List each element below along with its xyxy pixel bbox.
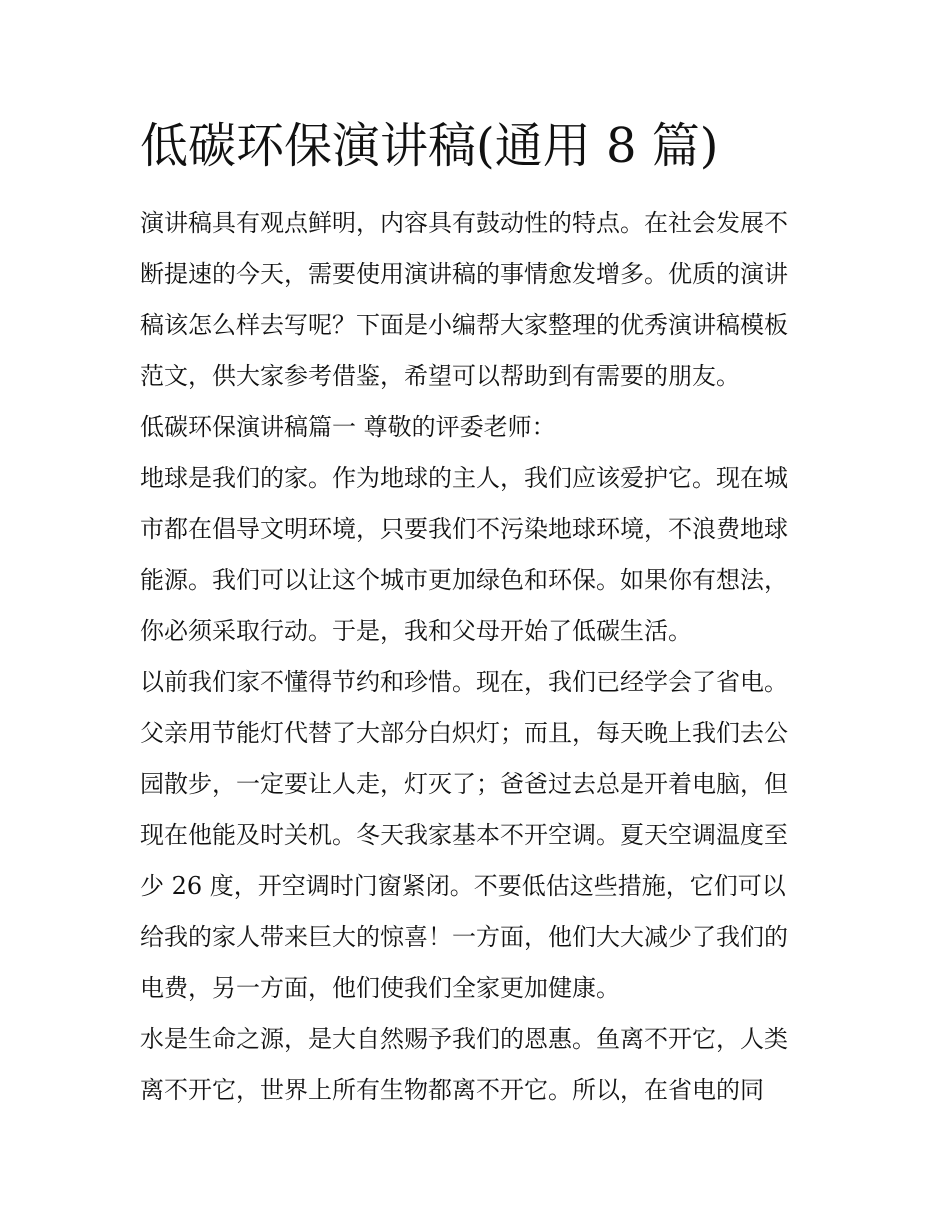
section-heading-line: 低碳环保演讲稿篇一 尊敬的评委老师： [140, 413, 556, 441]
document-body [140, 198, 820, 1116]
text-line: 断提速的今天，需要使用演讲稿的事情愈发增多。优质的演讲 [140, 260, 788, 288]
text-line: 园散步，一定要让人走，灯灭了；爸爸过去总是开着电脑，但 [140, 770, 788, 798]
text-line: 能源。我们可以让这个城市更加绿色和环保。如果你有想法， [140, 566, 788, 594]
text-line: 给我的家人带来巨大的惊喜！一方面，他们大大减少了我们的 [140, 923, 788, 951]
text-line: 你必须采取行动。于是，我和父母开始了低碳生活。 [140, 617, 692, 645]
text-line: 现在他能及时关机。冬天我家基本不开空调。夏天空调温度至 [140, 821, 788, 849]
text-line: 电费，另一方面，他们使我们全家更加健康。 [140, 974, 620, 1002]
text-line: 少 26 度，开空调时门窗紧闭。不要低估这些措施，它们可以 [140, 872, 786, 900]
text-line: 父亲用节能灯代替了大部分白炽灯；而且，每天晚上我们去公 [140, 719, 788, 747]
text-line: 以前我们家不懂得节约和珍惜。现在，我们已经学会了省电。 [140, 668, 788, 696]
text-line: 水是生命之源，是大自然赐予我们的恩惠。鱼离不开它，人类 [140, 1025, 788, 1053]
text-line: 地球是我们的家。作为地球的主人，我们应该爱护它。现在城 [140, 464, 788, 492]
text-line: 范文，供大家参考借鉴，希望可以帮助到有需要的朋友。 [140, 362, 740, 390]
document-page [140, 112, 820, 1116]
document-title: 低碳环保演讲稿(通用 8 篇) [140, 118, 719, 174]
text-line: 离不开它，世界上所有生物都离不开它。所以，在省电的同 [140, 1076, 764, 1104]
text-line: 演讲稿具有观点鲜明，内容具有鼓动性的特点。在社会发展不 [140, 209, 788, 237]
text-line: 市都在倡导文明环境，只要我们不污染地球环境，不浪费地球 [140, 515, 788, 543]
text-line: 稿该怎么样去写呢？下面是小编帮大家整理的优秀演讲稿模板 [140, 311, 788, 339]
